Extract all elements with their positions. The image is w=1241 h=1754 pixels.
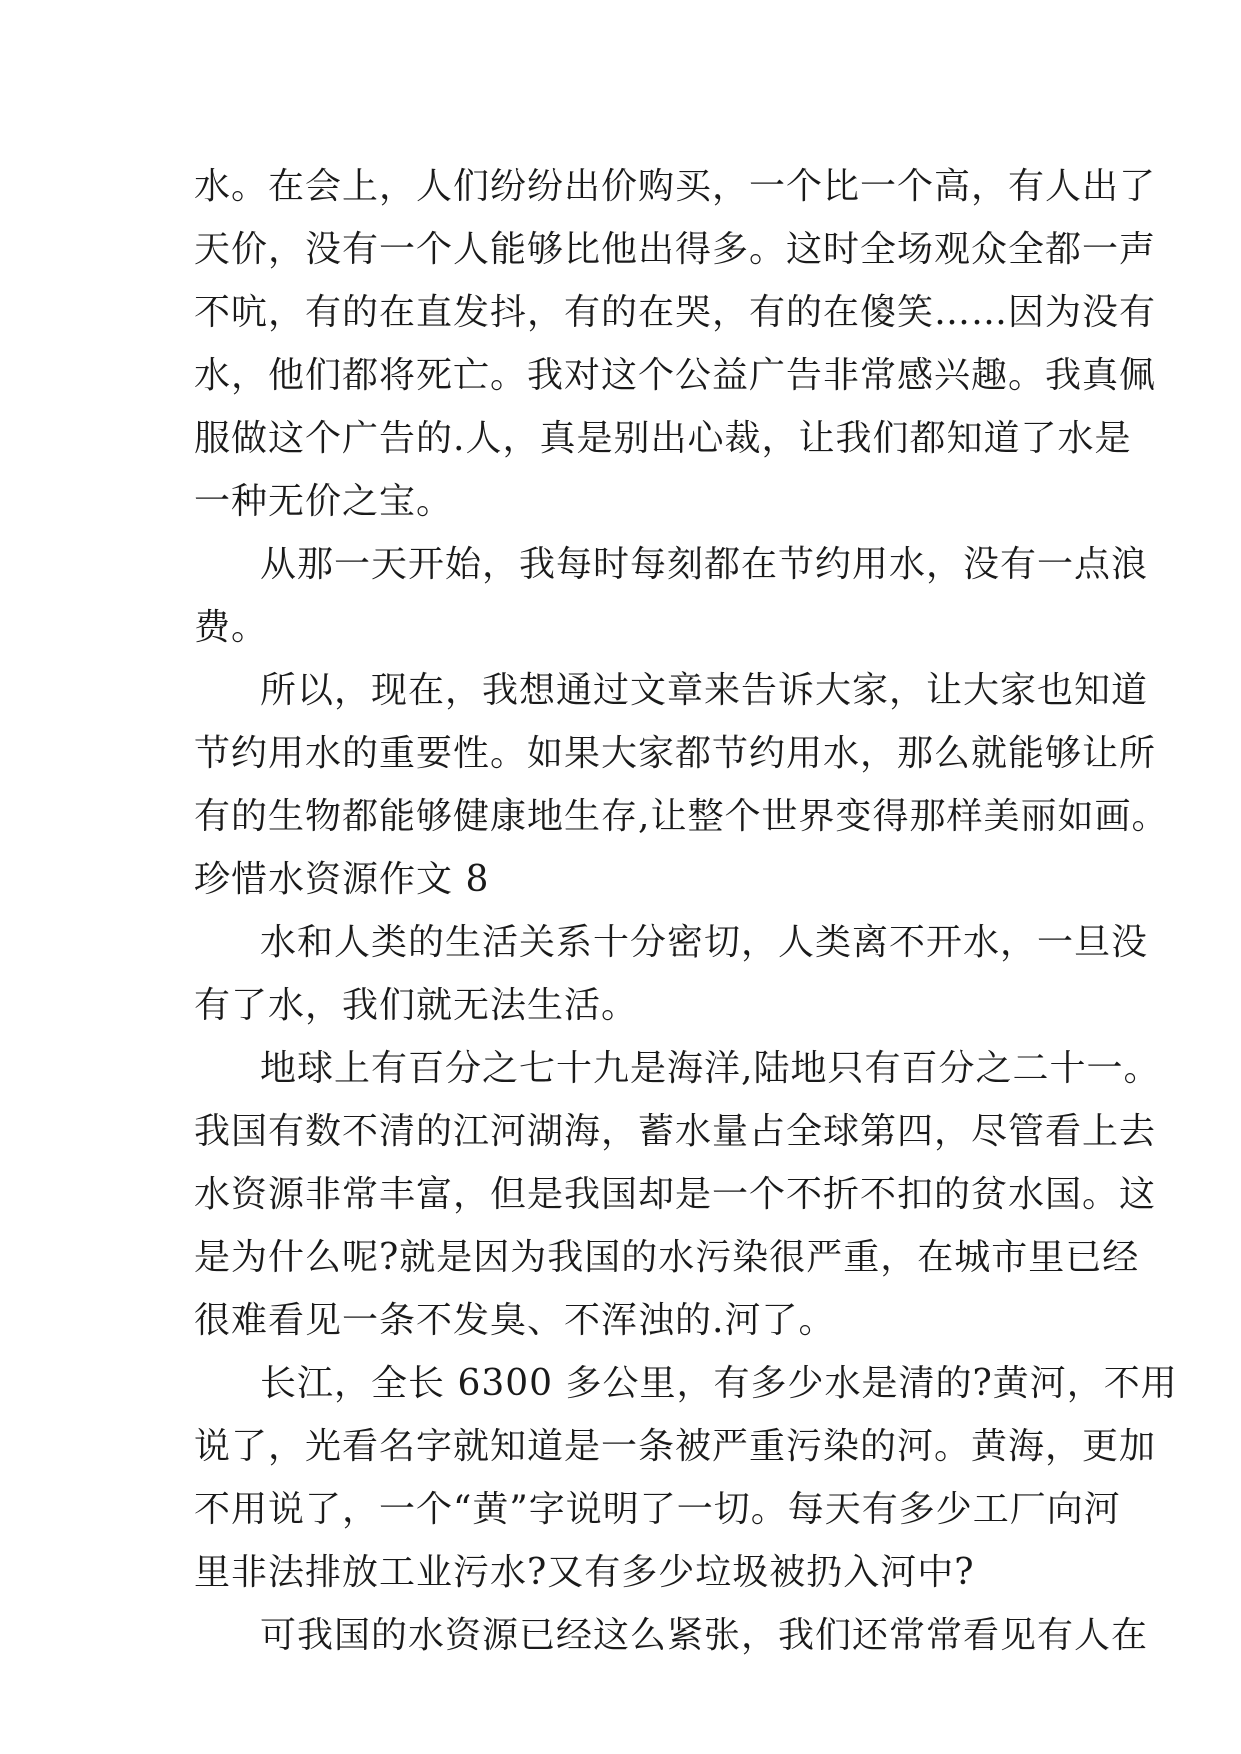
text-line: 不吭，有的在直发抖，有的在哭，有的在傻笑……因为没有 <box>194 292 1157 333</box>
text-line: 我国有数不清的江河湖海，蓄水量占全球第四，尽管看上去 <box>194 1111 1157 1152</box>
paragraph-first-line: 从那一天开始，我每时每刻都在节约用水，没有一点浪 <box>260 544 1149 585</box>
text-line: 有了水，我们就无法生活。 <box>194 985 639 1026</box>
text-line: 不用说了，一个“黄”字说明了一切。每天有多少工厂向河 <box>194 1489 1121 1530</box>
text-line: 费。 <box>194 607 269 648</box>
text-line: 节约用水的重要性。如果大家都节约用水，那么就能够让所 <box>194 733 1157 774</box>
text-line: 水资源非常丰富，但是我国却是一个不折不扣的贫水国。这 <box>194 1174 1157 1215</box>
paragraph-first-line: 水和人类的生活关系十分密切，人类离不开水，一旦没 <box>260 922 1149 963</box>
paragraph-first-line: 所以，现在，我想通过文章来告诉大家，让大家也知道 <box>260 670 1149 711</box>
text-line: 服做这个广告的.人，真是别出心裁，让我们都知道了水是 <box>194 418 1132 459</box>
document-body <box>194 155 1178 1667</box>
text-line: 说了，光看名字就知道是一条被严重污染的河。黄海，更加 <box>194 1426 1157 1467</box>
text-line: 水，他们都将死亡。我对这个公益广告非常感兴趣。我真佩 <box>194 355 1157 396</box>
text-line: 水。在会上，人们纷纷出价购买，一个比一个高，有人出了 <box>194 166 1157 207</box>
paragraph-first-line: 地球上有百分之七十九是海洋,陆地只有百分之二十一。 <box>260 1048 1161 1089</box>
text-line: 一种无价之宝。 <box>194 481 454 522</box>
text-line: 有的生物都能够健康地生存,让整个世界变得那样美丽如画。 <box>194 796 1169 837</box>
text-line: 是为什么呢?就是因为我国的水污染很严重，在城市里已经 <box>194 1237 1140 1278</box>
text-line: 天价，没有一个人能够比他出得多。这时全场观众全都一声 <box>194 229 1157 270</box>
paragraph-first-line: 可我国的水资源已经这么紧张，我们还常常看见有人在 <box>260 1615 1149 1656</box>
text-line: 里非法排放工业污水?又有多少垃圾被扔入河中? <box>194 1552 975 1593</box>
paragraph-first-line: 长江，全长 6300 多公里，有多少水是清的?黄河，不用 <box>260 1363 1178 1404</box>
text-line: 很难看见一条不发臭、不浑浊的.河了。 <box>194 1300 836 1341</box>
section-title: 珍惜水资源作文 8 <box>194 859 490 900</box>
